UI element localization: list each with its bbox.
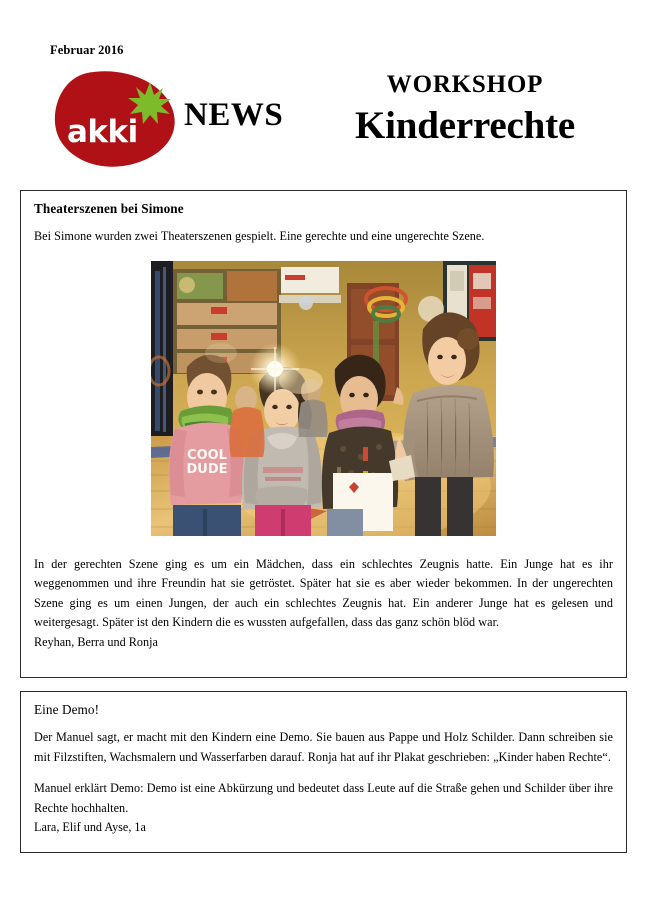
article-heading-theaterszenen: Theaterszenen bei Simone <box>34 201 184 216</box>
svg-text:DUDE: DUDE <box>186 461 228 477</box>
photo-children-in-hall-image <box>151 261 496 536</box>
akki-logo <box>51 70 179 168</box>
workshop-kicker: WORKSHOP <box>386 71 544 98</box>
article-body-demo-1: Der Manuel sagt, er macht mit den Kindern eine Demo. Sie bauen aus Pappe und Holz Schilder. Dann schreiben sie mit Filzstiften, Wachsmalern und Wasserfarben darauf. Ronja hat auf ihr Plakat geschrieben: „Kinder haben Rechte“. <box>34 730 613 764</box>
page-title: Kinderrechte <box>355 104 575 147</box>
photo-container <box>34 261 613 541</box>
article-body-theaterszenen: In der gerechten Szene ging es um ein Mädchen, dass ein schlechtes Zeugnis hatte. Ein Junge hat es ihr weggenommen und ihre Freundin hat sie getröstet. Später hat sie es aber wieder bekommen. In der ungerechten Szene ging es um einen Jungen, der auch ein schlechtes Zeugnis hat. Ein anderer Junge hat es gelesen und weitergesagt. Später ist den Kindern die es wussten aufgefallen, dass das ganz schön blöd war. <box>34 556 613 629</box>
article-box-theaterszenen <box>20 190 627 678</box>
article-heading-demo: Eine Demo! <box>34 702 100 717</box>
article-byline-demo: Lara, Elif und Ayse, 1a <box>34 820 146 834</box>
akki-logo-wordmark: akki <box>67 114 138 150</box>
issue-date: Februar 2016 <box>50 43 124 57</box>
article-box-demo <box>20 691 627 853</box>
page-header <box>0 0 648 185</box>
news-wordmark: NEWS <box>184 97 284 133</box>
photo-children-in-hall <box>151 261 496 536</box>
article-intro-theaterszenen: Bei Simone wurden zwei Theaterszenen gespielt. Eine gerechte und eine ungerechte Szene. <box>34 229 485 243</box>
svg-text:COOL: COOL <box>187 447 227 463</box>
article-body-demo-2: Manuel erklärt Demo: Demo ist eine Abkürzung und bedeutet dass Leute auf die Straße gehen und Schilder über ihre Rechte hochhalten. <box>34 781 613 815</box>
article-byline-theaterszenen: Reyhan, Berra und Ronja <box>34 634 158 649</box>
workshop-title-block <box>300 70 630 150</box>
